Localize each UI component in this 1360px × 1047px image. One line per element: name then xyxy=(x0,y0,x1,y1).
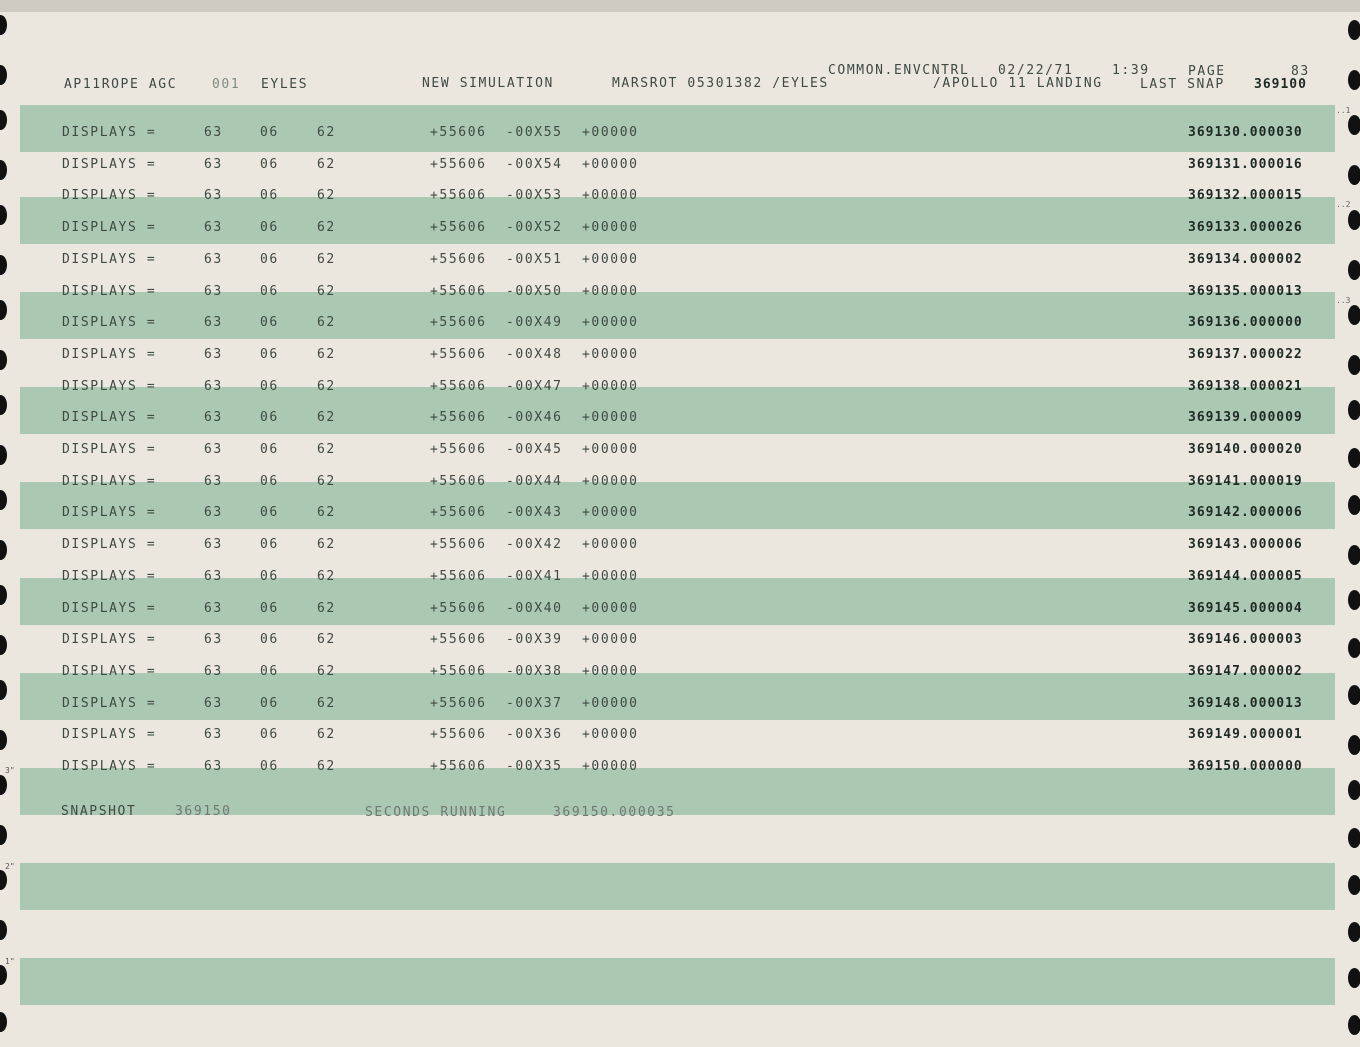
table-row xyxy=(0,537,1360,557)
row-field-e: -00X46 xyxy=(506,410,563,426)
row-field-a: 63 xyxy=(204,188,223,204)
row-field-a: 63 xyxy=(204,220,223,236)
row-snap-time: 369147.000002 xyxy=(1188,663,1303,679)
row-field-f: +00000 xyxy=(582,663,639,679)
green-bar xyxy=(20,958,1335,1005)
row-field-a: 63 xyxy=(204,505,223,521)
row-field-c: 62 xyxy=(317,695,336,711)
simulation-mode: NEW SIMULATION xyxy=(422,76,554,91)
row-field-f: +00000 xyxy=(582,125,639,140)
table-row xyxy=(0,347,1360,367)
table-row xyxy=(0,696,1360,716)
row-label: DISPLAYS = xyxy=(62,473,157,489)
row-snap-time: 369136.000000 xyxy=(1188,315,1303,331)
row-snap-time: 369139.000009 xyxy=(1188,410,1303,426)
table-row xyxy=(0,727,1360,747)
row-label: DISPLAYS = xyxy=(62,727,157,743)
tractor-hole xyxy=(0,870,7,890)
page-label: PAGE xyxy=(1188,64,1226,79)
row-field-a: 63 xyxy=(204,251,223,267)
page-number: 83 xyxy=(1291,64,1310,79)
row-field-b: 06 xyxy=(260,378,279,394)
row-field-e: -00X42 xyxy=(506,537,563,553)
row-field-b: 06 xyxy=(260,315,279,331)
tractor-hole xyxy=(1348,968,1360,988)
row-label: DISPLAYS = xyxy=(62,188,157,204)
row-field-e: -00X53 xyxy=(506,188,563,204)
row-field-c: 62 xyxy=(317,759,336,774)
row-field-f: +00000 xyxy=(582,156,639,172)
row-label: DISPLAYS = xyxy=(62,695,157,711)
table-row xyxy=(0,505,1360,525)
row-field-d: +55606 xyxy=(430,537,487,553)
row-field-b: 06 xyxy=(260,346,279,362)
row-field-f: +00000 xyxy=(582,442,639,457)
row-snap-time: 369149.000001 xyxy=(1188,727,1303,743)
row-field-a: 63 xyxy=(204,663,223,679)
row-field-d: +55606 xyxy=(430,346,487,362)
row-field-e: -00X44 xyxy=(506,473,563,489)
subtitle: /APOLLO 11 LANDING xyxy=(933,76,1103,91)
row-label: DISPLAYS = xyxy=(62,125,157,140)
row-label: DISPLAYS = xyxy=(62,442,157,457)
row-label: DISPLAYS = xyxy=(62,600,157,616)
row-label: DISPLAYS = xyxy=(62,505,157,521)
row-field-e: -00X45 xyxy=(506,442,563,457)
row-field-c: 62 xyxy=(317,315,336,331)
row-field-c: 62 xyxy=(317,663,336,679)
row-field-b: 06 xyxy=(260,188,279,204)
table-row xyxy=(0,252,1360,272)
row-field-d: +55606 xyxy=(430,315,487,331)
tractor-hole xyxy=(1348,875,1360,895)
row-field-c: 62 xyxy=(317,473,336,489)
last-snap-label: LAST SNAP xyxy=(1140,77,1225,92)
row-snap-time: 369145.000004 xyxy=(1188,600,1303,616)
snapshot-value: 369150 xyxy=(175,804,232,819)
row-field-d: +55606 xyxy=(430,125,487,140)
table-row xyxy=(0,188,1360,208)
row-snap-time: 369144.000005 xyxy=(1188,568,1303,584)
tractor-hole xyxy=(0,825,7,845)
row-field-f: +00000 xyxy=(582,283,639,299)
row-field-a: 63 xyxy=(204,727,223,743)
row-field-c: 62 xyxy=(317,600,336,616)
user-name: EYLES xyxy=(261,77,309,92)
table-row xyxy=(0,474,1360,494)
snapshot-label: SNAPSHOT xyxy=(61,804,137,819)
row-field-e: -00X51 xyxy=(506,251,563,267)
table-row xyxy=(0,442,1360,462)
row-field-a: 63 xyxy=(204,600,223,616)
last-snap-value: 369100 xyxy=(1254,77,1307,92)
row-snap-time: 369133.000026 xyxy=(1188,220,1303,236)
row-field-b: 06 xyxy=(260,727,279,743)
green-bar xyxy=(20,863,1335,910)
row-field-c: 62 xyxy=(317,346,336,362)
row-field-d: +55606 xyxy=(430,473,487,489)
print-date: 02/22/71 xyxy=(998,63,1074,78)
row-snap-time: 369132.000015 xyxy=(1188,188,1303,204)
row-field-f: +00000 xyxy=(582,505,639,521)
row-field-a: 63 xyxy=(204,156,223,172)
row-field-b: 06 xyxy=(260,283,279,299)
row-field-d: +55606 xyxy=(430,156,487,172)
row-snap-time: 369131.000016 xyxy=(1188,156,1303,172)
row-field-c: 62 xyxy=(317,156,336,172)
tractor-hole xyxy=(0,920,7,940)
row-field-c: 62 xyxy=(317,251,336,267)
row-field-d: +55606 xyxy=(430,568,487,584)
row-field-f: +00000 xyxy=(582,568,639,584)
row-field-f: +00000 xyxy=(582,251,639,267)
row-field-b: 06 xyxy=(260,505,279,521)
row-field-e: -00X47 xyxy=(506,378,563,394)
row-label: DISPLAYS = xyxy=(62,315,157,331)
run-number: 001 xyxy=(212,77,241,92)
row-field-b: 06 xyxy=(260,568,279,584)
row-field-d: +55606 xyxy=(430,663,487,679)
table-row xyxy=(0,284,1360,304)
row-field-f: +00000 xyxy=(582,695,639,711)
seconds-running-value: 369150.000035 xyxy=(553,805,676,820)
tractor-hole xyxy=(0,65,7,85)
row-field-e: -00X50 xyxy=(506,283,563,299)
row-label: DISPLAYS = xyxy=(62,632,157,648)
row-field-d: +55606 xyxy=(430,378,487,394)
row-field-c: 62 xyxy=(317,410,336,426)
row-snap-time: 369146.000003 xyxy=(1188,632,1303,648)
row-field-b: 06 xyxy=(260,220,279,236)
row-field-d: +55606 xyxy=(430,188,487,204)
row-field-a: 63 xyxy=(204,759,223,774)
tractor-hole xyxy=(1348,780,1360,800)
row-field-a: 63 xyxy=(204,537,223,553)
tick-mark-3: ..3 xyxy=(1336,296,1351,305)
row-field-f: +00000 xyxy=(582,600,639,616)
row-field-f: +00000 xyxy=(582,220,639,236)
tractor-hole xyxy=(1348,922,1360,942)
row-field-f: +00000 xyxy=(582,188,639,204)
row-field-c: 62 xyxy=(317,505,336,521)
seconds-running-label: SECONDS RUNNING xyxy=(365,805,507,820)
row-label: DISPLAYS = xyxy=(62,283,157,299)
inch-mark-1: 1" xyxy=(5,957,15,966)
row-field-b: 06 xyxy=(260,156,279,172)
row-field-f: +00000 xyxy=(582,632,639,648)
table-row xyxy=(0,379,1360,399)
row-field-e: -00X52 xyxy=(506,220,563,236)
tractor-hole xyxy=(0,965,7,985)
row-field-c: 62 xyxy=(317,537,336,553)
row-field-b: 06 xyxy=(260,759,279,774)
row-field-d: +55606 xyxy=(430,632,487,648)
row-field-f: +00000 xyxy=(582,410,639,426)
tick-mark-1: ..1 xyxy=(1336,106,1351,115)
listing-title: AP11ROPE AGC xyxy=(64,77,178,92)
table-row xyxy=(0,569,1360,589)
row-field-a: 63 xyxy=(204,442,223,457)
row-field-f: +00000 xyxy=(582,727,639,743)
row-field-a: 63 xyxy=(204,378,223,394)
tick-mark-2: ..2 xyxy=(1336,200,1351,209)
row-field-e: -00X38 xyxy=(506,663,563,679)
row-field-b: 06 xyxy=(260,125,279,140)
row-field-d: +55606 xyxy=(430,759,487,774)
row-label: DISPLAYS = xyxy=(62,759,157,774)
table-row xyxy=(0,157,1360,177)
tractor-hole xyxy=(1348,828,1360,848)
row-snap-time: 369137.000022 xyxy=(1188,346,1303,362)
row-field-e: -00X43 xyxy=(506,505,563,521)
row-field-d: +55606 xyxy=(430,727,487,743)
row-field-a: 63 xyxy=(204,695,223,711)
row-field-c: 62 xyxy=(317,125,336,140)
row-label: DISPLAYS = xyxy=(62,251,157,267)
row-field-e: -00X41 xyxy=(506,568,563,584)
row-snap-time: 369148.000013 xyxy=(1188,695,1303,711)
row-snap-time: 369130.000030 xyxy=(1188,125,1303,140)
row-field-b: 06 xyxy=(260,537,279,553)
row-field-e: -00X36 xyxy=(506,727,563,743)
row-field-c: 62 xyxy=(317,442,336,457)
tractor-hole xyxy=(0,1012,7,1032)
common-envcntrl: COMMON.ENVCNTRL xyxy=(828,63,970,78)
row-field-f: +00000 xyxy=(582,759,639,774)
row-field-f: +00000 xyxy=(582,537,639,553)
row-field-e: -00X54 xyxy=(506,156,563,172)
marsrot-id: MARSROT 05301382 /EYLES xyxy=(612,76,829,91)
row-field-c: 62 xyxy=(317,283,336,299)
row-field-e: -00X49 xyxy=(506,315,563,331)
row-field-d: +55606 xyxy=(430,442,487,457)
row-field-b: 06 xyxy=(260,251,279,267)
row-snap-time: 369143.000006 xyxy=(1188,537,1303,553)
row-field-f: +00000 xyxy=(582,473,639,489)
row-field-d: +55606 xyxy=(430,600,487,616)
row-field-c: 62 xyxy=(317,632,336,648)
table-row xyxy=(0,410,1360,430)
row-field-c: 62 xyxy=(317,188,336,204)
row-field-a: 63 xyxy=(204,315,223,331)
row-field-d: +55606 xyxy=(430,505,487,521)
table-row xyxy=(0,220,1360,240)
row-snap-time: 369135.000013 xyxy=(1188,283,1303,299)
table-row xyxy=(0,315,1360,335)
row-field-a: 63 xyxy=(204,473,223,489)
row-field-a: 63 xyxy=(204,410,223,426)
row-field-b: 06 xyxy=(260,600,279,616)
row-field-c: 62 xyxy=(317,568,336,584)
row-snap-time: 369142.000006 xyxy=(1188,505,1303,521)
table-row xyxy=(0,664,1360,684)
row-field-e: -00X55 xyxy=(506,125,563,140)
row-field-b: 06 xyxy=(260,663,279,679)
row-field-a: 63 xyxy=(204,346,223,362)
row-field-d: +55606 xyxy=(430,220,487,236)
row-field-e: -00X40 xyxy=(506,600,563,616)
row-field-b: 06 xyxy=(260,473,279,489)
row-label: DISPLAYS = xyxy=(62,410,157,426)
tractor-hole xyxy=(1348,20,1360,40)
row-field-e: -00X37 xyxy=(506,695,563,711)
table-row xyxy=(0,601,1360,621)
row-field-d: +55606 xyxy=(430,251,487,267)
row-field-e: -00X35 xyxy=(506,759,563,774)
row-field-a: 63 xyxy=(204,283,223,299)
row-field-c: 62 xyxy=(317,378,336,394)
row-snap-time: 369141.000019 xyxy=(1188,473,1303,489)
row-field-d: +55606 xyxy=(430,283,487,299)
inch-mark-2: 2" xyxy=(5,862,15,871)
row-field-f: +00000 xyxy=(582,346,639,362)
print-time: 1:39 xyxy=(1112,63,1150,78)
table-row xyxy=(0,125,1360,145)
row-label: DISPLAYS = xyxy=(62,537,157,553)
row-label: DISPLAYS = xyxy=(62,220,157,236)
tractor-hole xyxy=(1348,1015,1360,1035)
tractor-hole xyxy=(0,15,7,35)
row-field-c: 62 xyxy=(317,727,336,743)
row-snap-time: 369140.000020 xyxy=(1188,442,1303,457)
table-row xyxy=(0,632,1360,652)
row-snap-time: 369150.000000 xyxy=(1188,759,1303,774)
row-label: DISPLAYS = xyxy=(62,663,157,679)
tractor-hole xyxy=(1348,70,1360,90)
row-label: DISPLAYS = xyxy=(62,378,157,394)
row-snap-time: 369134.000002 xyxy=(1188,251,1303,267)
row-field-f: +00000 xyxy=(582,315,639,331)
paper-top-edge xyxy=(0,0,1360,12)
row-field-e: -00X48 xyxy=(506,346,563,362)
row-field-b: 06 xyxy=(260,410,279,426)
row-field-b: 06 xyxy=(260,632,279,648)
row-label: DISPLAYS = xyxy=(62,156,157,172)
row-field-f: +00000 xyxy=(582,378,639,394)
row-snap-time: 369138.000021 xyxy=(1188,378,1303,394)
row-field-b: 06 xyxy=(260,695,279,711)
row-field-a: 63 xyxy=(204,632,223,648)
inch-mark-3: 3" xyxy=(5,766,15,775)
row-field-d: +55606 xyxy=(430,410,487,426)
row-field-d: +55606 xyxy=(430,695,487,711)
row-field-a: 63 xyxy=(204,568,223,584)
row-field-e: -00X39 xyxy=(506,632,563,648)
row-field-c: 62 xyxy=(317,220,336,236)
row-label: DISPLAYS = xyxy=(62,568,157,584)
row-field-a: 63 xyxy=(204,125,223,140)
row-field-b: 06 xyxy=(260,442,279,457)
row-label: DISPLAYS = xyxy=(62,346,157,362)
table-row xyxy=(0,759,1360,779)
